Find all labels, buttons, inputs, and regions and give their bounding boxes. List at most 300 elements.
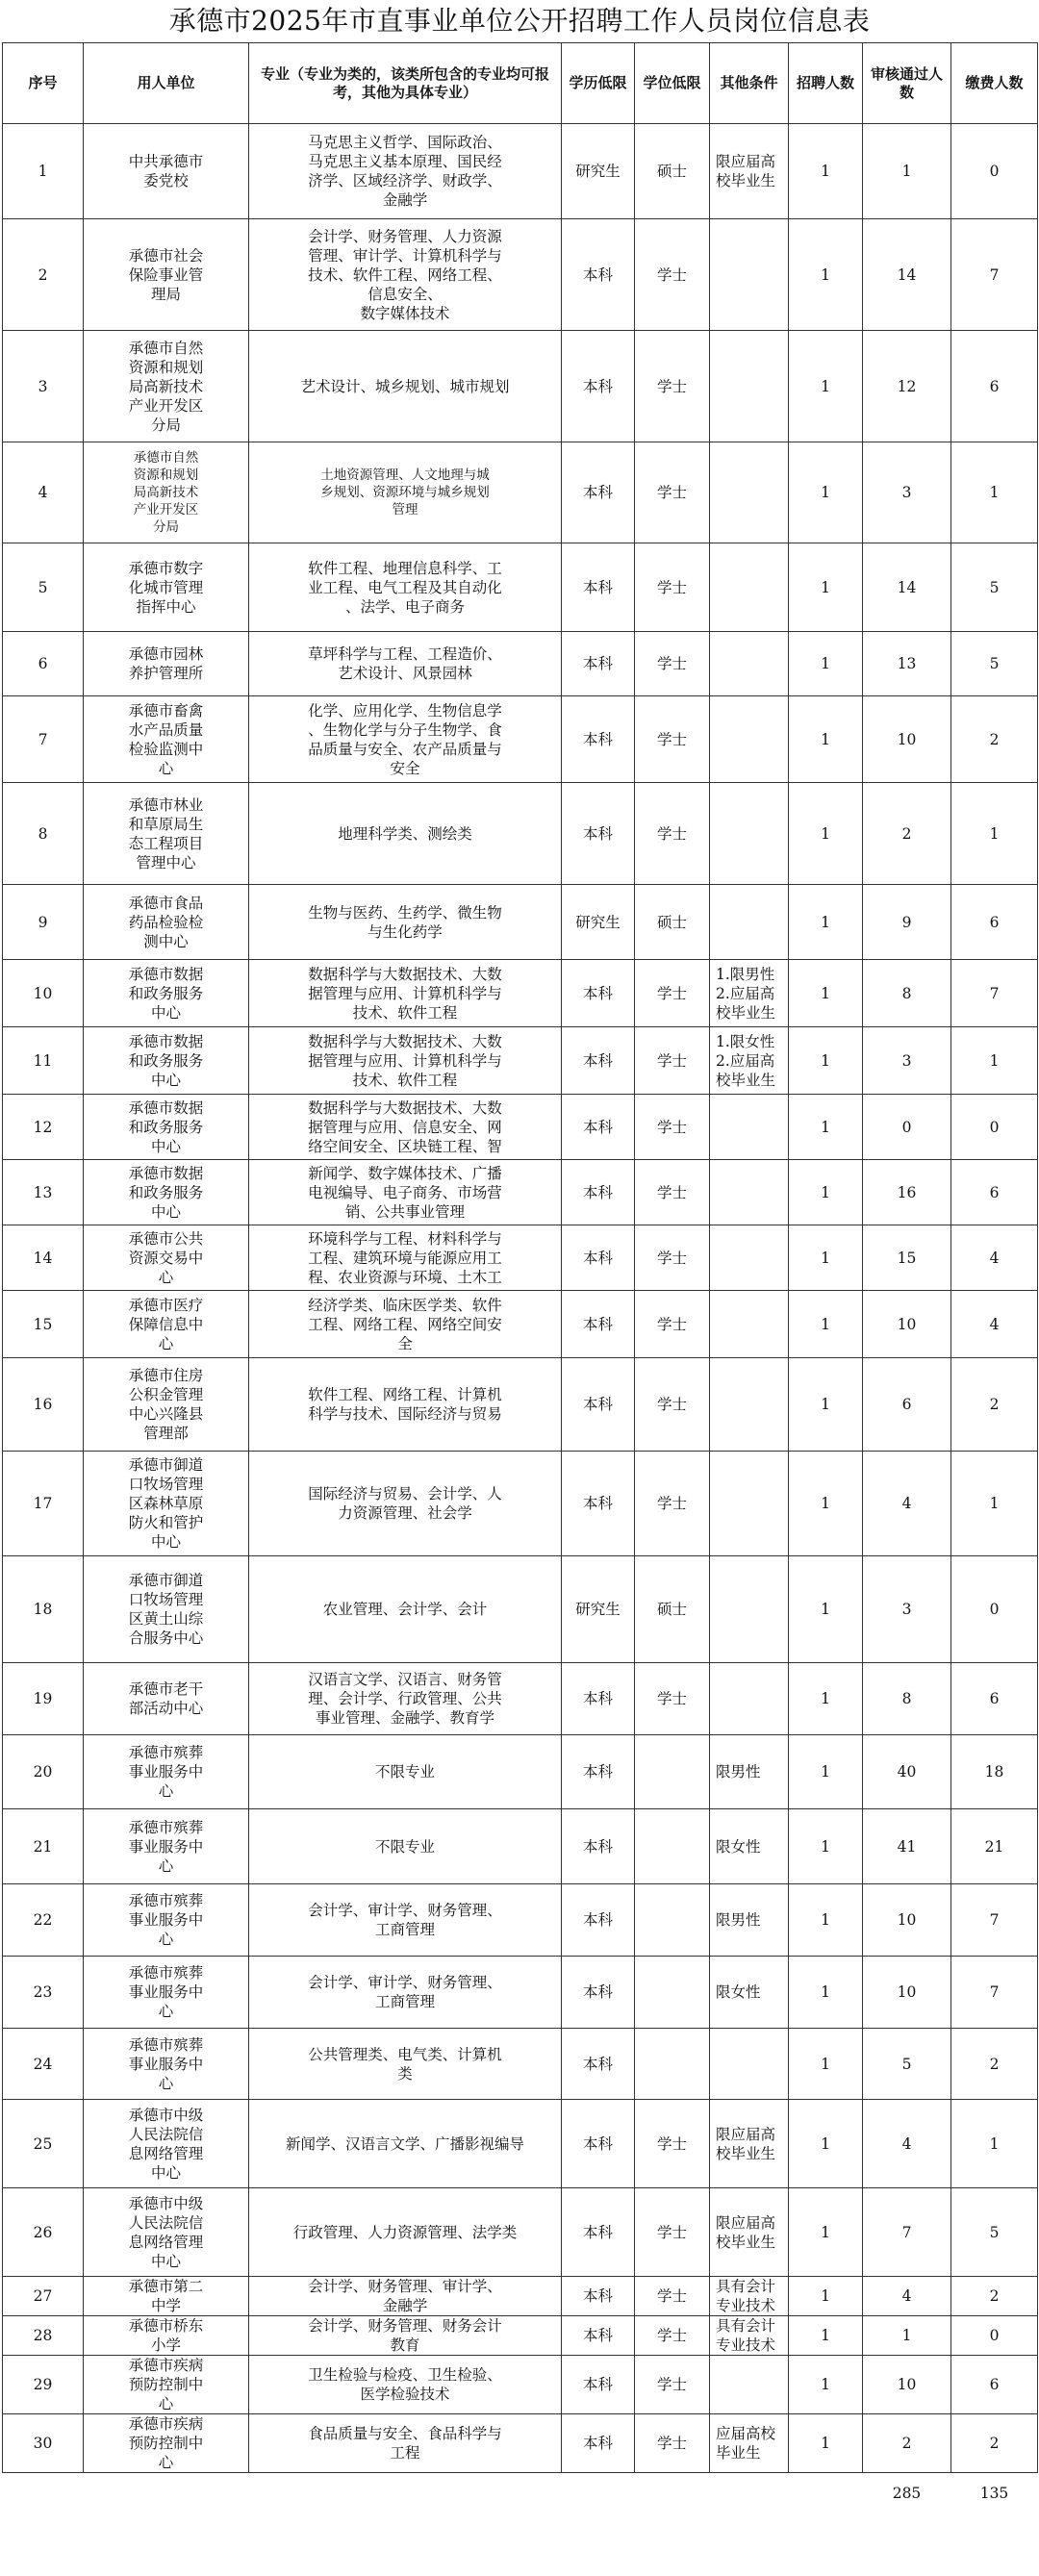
row-education: 研究生 bbox=[562, 1556, 635, 1663]
row-passed-count: 10 bbox=[863, 1957, 951, 2029]
row-conditions: 限男性 bbox=[710, 1884, 789, 1957]
row-hire-count: 1 bbox=[789, 331, 863, 442]
row-degree bbox=[635, 1957, 710, 2029]
total-empty-cell bbox=[249, 2473, 562, 2514]
row-passed-count: 2 bbox=[863, 783, 951, 885]
row-major: 会计学、财务管理、人力资源 管理、审计学、计算机科学与 技术、软件工程、网络工程、 信息安全、 数字媒体技术 bbox=[249, 219, 562, 331]
row-unit: 承德市数据 和政务服务 中心 bbox=[84, 1027, 249, 1095]
row-unit: 承德市数据 和政务服务 中心 bbox=[84, 1095, 249, 1160]
row-unit: 承德市疾病 预防控制中 心 bbox=[84, 2414, 249, 2473]
row-education: 研究生 bbox=[562, 885, 635, 960]
header-degree: 学位低限 bbox=[635, 43, 710, 124]
row-unit: 承德市老干 部活动中心 bbox=[84, 1663, 249, 1735]
row-passed-count: 10 bbox=[863, 1884, 951, 1957]
row-unit: 承德市数字 化城市管理 指挥中心 bbox=[84, 543, 249, 632]
row-conditions bbox=[710, 885, 789, 960]
row-no: 8 bbox=[3, 783, 84, 885]
row-passed-count: 3 bbox=[863, 442, 951, 543]
table-row bbox=[3, 442, 1038, 543]
row-conditions bbox=[710, 543, 789, 632]
row-unit: 承德市殡葬 事业服务中 心 bbox=[84, 1957, 249, 2029]
row-passed-count: 6 bbox=[863, 1358, 951, 1452]
row-conditions bbox=[710, 1291, 789, 1358]
row-unit: 承德市医疗 保障信息中 心 bbox=[84, 1291, 249, 1358]
row-education: 本科 bbox=[562, 2100, 635, 2188]
table-row bbox=[3, 1027, 1038, 1095]
row-unit: 承德市园林 养护管理所 bbox=[84, 632, 249, 696]
row-hire-count: 1 bbox=[789, 1358, 863, 1452]
row-education: 本科 bbox=[562, 1663, 635, 1735]
table-row bbox=[3, 1291, 1038, 1358]
total-empty-cell bbox=[3, 2473, 84, 2514]
row-hire-count: 1 bbox=[789, 885, 863, 960]
row-hire-count: 1 bbox=[789, 124, 863, 219]
row-education: 本科 bbox=[562, 2188, 635, 2277]
total-empty-cell bbox=[84, 2473, 249, 2514]
row-no: 9 bbox=[3, 885, 84, 960]
row-unit: 承德市桥东 小学 bbox=[84, 2316, 249, 2356]
row-hire-count: 1 bbox=[789, 1291, 863, 1358]
row-no: 2 bbox=[3, 219, 84, 331]
table-row bbox=[3, 783, 1038, 885]
row-education: 本科 bbox=[562, 1027, 635, 1095]
total-passed: 285 bbox=[863, 2473, 951, 2514]
row-passed-count: 8 bbox=[863, 960, 951, 1027]
header-no: 序号 bbox=[3, 43, 84, 124]
row-degree: 学士 bbox=[635, 1452, 710, 1556]
row-no: 22 bbox=[3, 1884, 84, 1957]
row-major: 环境科学与工程、材料科学与 工程、建筑环境与能源应用工 程、农业资源与环境、土木工 bbox=[249, 1225, 562, 1291]
table-row bbox=[3, 1735, 1038, 1809]
table-row bbox=[3, 331, 1038, 442]
row-degree: 学士 bbox=[635, 1027, 710, 1095]
row-passed-count: 1 bbox=[863, 124, 951, 219]
row-no: 19 bbox=[3, 1663, 84, 1735]
table-row bbox=[3, 1452, 1038, 1556]
row-no: 23 bbox=[3, 1957, 84, 2029]
row-no: 30 bbox=[3, 2414, 84, 2473]
row-paid-count: 1 bbox=[951, 442, 1038, 543]
row-paid-count: 5 bbox=[951, 543, 1038, 632]
row-major: 地理科学类、测绘类 bbox=[249, 783, 562, 885]
row-paid-count: 21 bbox=[951, 1809, 1038, 1884]
row-conditions: 限应届高 校毕业生 bbox=[710, 124, 789, 219]
row-unit: 承德市数据 和政务服务 中心 bbox=[84, 1160, 249, 1225]
row-education: 本科 bbox=[562, 2029, 635, 2100]
row-major: 公共管理类、电气类、计算机 类 bbox=[249, 2029, 562, 2100]
row-degree: 学士 bbox=[635, 2316, 710, 2356]
row-passed-count: 9 bbox=[863, 885, 951, 960]
row-major: 软件工程、网络工程、计算机 科学与技术、国际经济与贸易 bbox=[249, 1358, 562, 1452]
row-hire-count: 1 bbox=[789, 1160, 863, 1225]
table-row bbox=[3, 1556, 1038, 1663]
row-major: 会计学、财务管理、财务会计 教育 bbox=[249, 2316, 562, 2356]
row-hire-count: 1 bbox=[789, 2414, 863, 2473]
row-education: 本科 bbox=[562, 331, 635, 442]
row-major: 卫生检验与检疫、卫生检验、 医学检验技术 bbox=[249, 2356, 562, 2414]
row-conditions: 具有会计 专业技术 bbox=[710, 2277, 789, 2316]
row-major: 生物与医药、生药学、微生物 与生化药学 bbox=[249, 885, 562, 960]
row-unit: 承德市数据 和政务服务 中心 bbox=[84, 960, 249, 1027]
row-no: 6 bbox=[3, 632, 84, 696]
row-paid-count: 0 bbox=[951, 1095, 1038, 1160]
row-education: 本科 bbox=[562, 1735, 635, 1809]
row-paid-count: 2 bbox=[951, 2029, 1038, 2100]
row-conditions bbox=[710, 442, 789, 543]
row-paid-count: 1 bbox=[951, 1452, 1038, 1556]
row-no: 3 bbox=[3, 331, 84, 442]
total-empty-cell bbox=[710, 2473, 789, 2514]
row-conditions: 限女性 bbox=[710, 1957, 789, 2029]
row-hire-count: 1 bbox=[789, 2316, 863, 2356]
row-paid-count: 2 bbox=[951, 1358, 1038, 1452]
header-paid-count: 缴费人数 bbox=[951, 43, 1038, 124]
row-conditions bbox=[710, 1095, 789, 1160]
row-conditions bbox=[710, 783, 789, 885]
row-education: 本科 bbox=[562, 442, 635, 543]
row-degree: 学士 bbox=[635, 2188, 710, 2277]
row-major: 软件工程、地理信息科学、工 业工程、电气工程及其自动化 、法学、电子商务 bbox=[249, 543, 562, 632]
row-hire-count: 1 bbox=[789, 1809, 863, 1884]
row-education: 本科 bbox=[562, 543, 635, 632]
row-passed-count: 4 bbox=[863, 2277, 951, 2316]
table-row bbox=[3, 885, 1038, 960]
row-conditions: 具有会计 专业技术 bbox=[710, 2316, 789, 2356]
row-unit: 承德市第二 中学 bbox=[84, 2277, 249, 2316]
row-hire-count: 1 bbox=[789, 1735, 863, 1809]
row-conditions: 1.限女性 2.应届高 校毕业生 bbox=[710, 1027, 789, 1095]
row-unit: 承德市自然 资源和规划 局高新技术 产业开发区 分局 bbox=[84, 331, 249, 442]
row-paid-count: 6 bbox=[951, 885, 1038, 960]
row-passed-count: 3 bbox=[863, 1556, 951, 1663]
table-row bbox=[3, 1884, 1038, 1957]
row-paid-count: 4 bbox=[951, 1291, 1038, 1358]
row-conditions bbox=[710, 1358, 789, 1452]
row-conditions: 限男性 bbox=[710, 1735, 789, 1809]
row-education: 本科 bbox=[562, 2356, 635, 2414]
row-no: 27 bbox=[3, 2277, 84, 2316]
row-passed-count: 10 bbox=[863, 696, 951, 783]
row-unit: 承德市住房 公积金管理 中心兴隆县 管理部 bbox=[84, 1358, 249, 1452]
row-unit: 承德市殡葬 事业服务中 心 bbox=[84, 2029, 249, 2100]
row-passed-count: 8 bbox=[863, 1663, 951, 1735]
row-degree: 学士 bbox=[635, 783, 710, 885]
table-row bbox=[3, 2316, 1038, 2356]
total-empty-cell bbox=[562, 2473, 635, 2514]
row-degree: 学士 bbox=[635, 1160, 710, 1225]
row-no: 25 bbox=[3, 2100, 84, 2188]
row-education: 本科 bbox=[562, 1358, 635, 1452]
row-passed-count: 40 bbox=[863, 1735, 951, 1809]
header-passed-count: 审核通过人数 bbox=[863, 43, 951, 124]
row-conditions: 应届高校 毕业生 bbox=[710, 2414, 789, 2473]
row-no: 21 bbox=[3, 1809, 84, 1884]
row-hire-count: 1 bbox=[789, 1884, 863, 1957]
table-row bbox=[3, 2277, 1038, 2316]
row-degree: 学士 bbox=[635, 1225, 710, 1291]
row-major: 土地资源管理、人文地理与城 乡规划、资源环境与城乡规划 管理 bbox=[249, 442, 562, 543]
row-hire-count: 1 bbox=[789, 1957, 863, 2029]
row-hire-count: 1 bbox=[789, 632, 863, 696]
row-paid-count: 7 bbox=[951, 1957, 1038, 2029]
row-major: 数据科学与大数据技术、大数 据管理与应用、计算机科学与 技术、软件工程 bbox=[249, 960, 562, 1027]
row-hire-count: 1 bbox=[789, 442, 863, 543]
row-major: 数据科学与大数据技术、大数 据管理与应用、计算机科学与 技术、软件工程 bbox=[249, 1027, 562, 1095]
row-hire-count: 1 bbox=[789, 960, 863, 1027]
row-unit: 承德市畜禽 水产品质量 检验监测中 心 bbox=[84, 696, 249, 783]
row-paid-count: 2 bbox=[951, 2277, 1038, 2316]
row-unit: 承德市御道 口牧场管理 区森林草原 防火和管护 中心 bbox=[84, 1452, 249, 1556]
row-major: 食品质量与安全、食品科学与 工程 bbox=[249, 2414, 562, 2473]
table-row bbox=[3, 1809, 1038, 1884]
row-no: 10 bbox=[3, 960, 84, 1027]
row-major: 数据科学与大数据技术、大数 据管理与应用、信息安全、网 络空间安全、区块链工程、智 bbox=[249, 1095, 562, 1160]
row-passed-count: 13 bbox=[863, 632, 951, 696]
row-no: 7 bbox=[3, 696, 84, 783]
header-hire-count: 招聘人数 bbox=[789, 43, 863, 124]
row-education: 本科 bbox=[562, 219, 635, 331]
row-degree: 学士 bbox=[635, 543, 710, 632]
row-conditions: 限女性 bbox=[710, 1809, 789, 1884]
row-no: 17 bbox=[3, 1452, 84, 1556]
table-row bbox=[3, 124, 1038, 219]
row-unit: 承德市殡葬 事业服务中 心 bbox=[84, 1809, 249, 1884]
row-conditions bbox=[710, 2029, 789, 2100]
row-degree: 学士 bbox=[635, 442, 710, 543]
row-no: 15 bbox=[3, 1291, 84, 1358]
table-row bbox=[3, 2414, 1038, 2473]
row-conditions bbox=[710, 696, 789, 783]
row-major: 草坪科学与工程、工程造价、 艺术设计、风景园林 bbox=[249, 632, 562, 696]
row-paid-count: 5 bbox=[951, 632, 1038, 696]
row-degree: 硕士 bbox=[635, 124, 710, 219]
row-major: 不限专业 bbox=[249, 1735, 562, 1809]
row-major: 经济学类、临床医学类、软件 工程、网络工程、网络空间安 全 bbox=[249, 1291, 562, 1358]
row-passed-count: 4 bbox=[863, 2100, 951, 2188]
row-paid-count: 4 bbox=[951, 1225, 1038, 1291]
position-table bbox=[2, 42, 1038, 2514]
row-paid-count: 7 bbox=[951, 1884, 1038, 1957]
row-hire-count: 1 bbox=[789, 1452, 863, 1556]
row-education: 本科 bbox=[562, 632, 635, 696]
row-passed-count: 7 bbox=[863, 2188, 951, 2277]
row-hire-count: 1 bbox=[789, 2188, 863, 2277]
row-no: 4 bbox=[3, 442, 84, 543]
row-no: 5 bbox=[3, 543, 84, 632]
row-conditions bbox=[710, 2356, 789, 2414]
row-hire-count: 1 bbox=[789, 783, 863, 885]
row-degree: 硕士 bbox=[635, 1556, 710, 1663]
row-conditions bbox=[710, 1556, 789, 1663]
row-degree: 学士 bbox=[635, 2277, 710, 2316]
row-paid-count: 7 bbox=[951, 219, 1038, 331]
row-passed-count: 41 bbox=[863, 1809, 951, 1884]
row-hire-count: 1 bbox=[789, 1663, 863, 1735]
row-conditions bbox=[710, 1663, 789, 1735]
row-education: 本科 bbox=[562, 2414, 635, 2473]
row-no: 29 bbox=[3, 2356, 84, 2414]
row-degree: 学士 bbox=[635, 2356, 710, 2414]
row-passed-count: 10 bbox=[863, 1291, 951, 1358]
row-degree: 学士 bbox=[635, 696, 710, 783]
row-hire-count: 1 bbox=[789, 219, 863, 331]
row-paid-count: 6 bbox=[951, 1160, 1038, 1225]
total-empty-cell bbox=[789, 2473, 863, 2514]
table-row bbox=[3, 1160, 1038, 1225]
row-passed-count: 16 bbox=[863, 1160, 951, 1225]
row-degree: 学士 bbox=[635, 219, 710, 331]
table-row bbox=[3, 1663, 1038, 1735]
row-education: 本科 bbox=[562, 1452, 635, 1556]
row-degree: 学士 bbox=[635, 1291, 710, 1358]
row-no: 26 bbox=[3, 2188, 84, 2277]
row-passed-count: 14 bbox=[863, 543, 951, 632]
row-hire-count: 1 bbox=[789, 2356, 863, 2414]
table-row bbox=[3, 1358, 1038, 1452]
row-paid-count: 6 bbox=[951, 2356, 1038, 2414]
row-hire-count: 1 bbox=[789, 543, 863, 632]
row-unit: 承德市疾病 预防控制中 心 bbox=[84, 2356, 249, 2414]
row-degree: 学士 bbox=[635, 960, 710, 1027]
row-unit: 承德市殡葬 事业服务中 心 bbox=[84, 1735, 249, 1809]
table-row bbox=[3, 1095, 1038, 1160]
row-hire-count: 1 bbox=[789, 1027, 863, 1095]
row-major: 不限专业 bbox=[249, 1809, 562, 1884]
row-passed-count: 10 bbox=[863, 2356, 951, 2414]
table-row bbox=[3, 2029, 1038, 2100]
row-education: 本科 bbox=[562, 783, 635, 885]
row-major: 艺术设计、城乡规划、城市规划 bbox=[249, 331, 562, 442]
row-education: 本科 bbox=[562, 1160, 635, 1225]
header-unit: 用人单位 bbox=[84, 43, 249, 124]
row-paid-count: 0 bbox=[951, 2316, 1038, 2356]
row-unit: 中共承德市 委党校 bbox=[84, 124, 249, 219]
row-major: 会计学、财务管理、审计学、 金融学 bbox=[249, 2277, 562, 2316]
row-degree: 学士 bbox=[635, 1358, 710, 1452]
row-hire-count: 1 bbox=[789, 2100, 863, 2188]
row-major: 新闻学、数字媒体技术、广播 电视编导、电子商务、市场营 销、公共事业管理 bbox=[249, 1160, 562, 1225]
row-conditions bbox=[710, 632, 789, 696]
row-degree bbox=[635, 1884, 710, 1957]
row-degree: 学士 bbox=[635, 2414, 710, 2473]
row-degree: 学士 bbox=[635, 1663, 710, 1735]
row-no: 16 bbox=[3, 1358, 84, 1452]
row-no: 1 bbox=[3, 124, 84, 219]
table-row bbox=[3, 543, 1038, 632]
row-unit: 承德市食品 药品检验检 测中心 bbox=[84, 885, 249, 960]
row-paid-count: 7 bbox=[951, 960, 1038, 1027]
row-paid-count: 1 bbox=[951, 1027, 1038, 1095]
row-degree: 学士 bbox=[635, 1095, 710, 1160]
row-unit: 承德市中级 人民法院信 息网络管理 中心 bbox=[84, 2188, 249, 2277]
row-hire-count: 1 bbox=[789, 2277, 863, 2316]
page-title: 承德市2025年市直事业单位公开招聘工作人员岗位信息表 bbox=[168, 5, 871, 37]
row-education: 本科 bbox=[562, 2316, 635, 2356]
table-row bbox=[3, 2100, 1038, 2188]
row-education: 研究生 bbox=[562, 124, 635, 219]
table-row bbox=[3, 696, 1038, 783]
row-degree bbox=[635, 1809, 710, 1884]
row-paid-count: 2 bbox=[951, 2414, 1038, 2473]
row-paid-count: 0 bbox=[951, 1556, 1038, 1663]
row-passed-count: 0 bbox=[863, 1095, 951, 1160]
row-no: 20 bbox=[3, 1735, 84, 1809]
row-paid-count: 6 bbox=[951, 1663, 1038, 1735]
row-passed-count: 12 bbox=[863, 331, 951, 442]
row-paid-count: 18 bbox=[951, 1735, 1038, 1809]
row-conditions bbox=[710, 331, 789, 442]
row-paid-count: 1 bbox=[951, 783, 1038, 885]
row-major: 新闻学、汉语言文学、广播影视编导 bbox=[249, 2100, 562, 2188]
row-passed-count: 1 bbox=[863, 2316, 951, 2356]
row-major: 化学、应用化学、生物信息学 、生物化学与分子生物学、食 品质量与安全、农产品质量与 安全 bbox=[249, 696, 562, 783]
row-paid-count: 0 bbox=[951, 124, 1038, 219]
row-paid-count: 2 bbox=[951, 696, 1038, 783]
table-row bbox=[3, 1957, 1038, 2029]
row-paid-count: 1 bbox=[951, 2100, 1038, 2188]
row-passed-count: 4 bbox=[863, 1452, 951, 1556]
row-major: 行政管理、人力资源管理、法学类 bbox=[249, 2188, 562, 2277]
header-education: 学历低限 bbox=[562, 43, 635, 124]
row-no: 12 bbox=[3, 1095, 84, 1160]
table-row bbox=[3, 1225, 1038, 1291]
row-unit: 承德市殡葬 事业服务中 心 bbox=[84, 1884, 249, 1957]
row-no: 18 bbox=[3, 1556, 84, 1663]
total-empty-cell bbox=[635, 2473, 710, 2514]
header-conditions: 其他条件 bbox=[710, 43, 789, 124]
row-degree bbox=[635, 1735, 710, 1809]
row-major: 汉语言文学、汉语言、财务管 理、会计学、行政管理、公共 事业管理、金融学、教育学 bbox=[249, 1663, 562, 1735]
row-conditions bbox=[710, 1160, 789, 1225]
row-hire-count: 1 bbox=[789, 1095, 863, 1160]
row-education: 本科 bbox=[562, 1884, 635, 1957]
row-no: 11 bbox=[3, 1027, 84, 1095]
total-paid: 135 bbox=[951, 2473, 1038, 2514]
table-row bbox=[3, 219, 1038, 331]
table-row bbox=[3, 960, 1038, 1027]
row-passed-count: 14 bbox=[863, 219, 951, 331]
row-hire-count: 1 bbox=[789, 1556, 863, 1663]
row-unit: 承德市社会 保险事业管 理局 bbox=[84, 219, 249, 331]
row-conditions bbox=[710, 1225, 789, 1291]
table-row bbox=[3, 2356, 1038, 2414]
row-unit: 承德市林业 和草原局生 态工程项目 管理中心 bbox=[84, 783, 249, 885]
row-no: 13 bbox=[3, 1160, 84, 1225]
row-degree: 学士 bbox=[635, 331, 710, 442]
row-major: 农业管理、会计学、会计 bbox=[249, 1556, 562, 1663]
row-no: 14 bbox=[3, 1225, 84, 1291]
row-conditions: 限应届高 校毕业生 bbox=[710, 2188, 789, 2277]
row-education: 本科 bbox=[562, 1225, 635, 1291]
row-hire-count: 1 bbox=[789, 2029, 863, 2100]
row-unit: 承德市御道 口牧场管理 区黄土山综 合服务中心 bbox=[84, 1556, 249, 1663]
row-unit: 承德市中级 人民法院信 息网络管理 中心 bbox=[84, 2100, 249, 2188]
row-unit: 承德市公共 资源交易中 心 bbox=[84, 1225, 249, 1291]
row-paid-count: 6 bbox=[951, 331, 1038, 442]
row-education: 本科 bbox=[562, 1957, 635, 2029]
row-passed-count: 5 bbox=[863, 2029, 951, 2100]
table-row bbox=[3, 632, 1038, 696]
row-education: 本科 bbox=[562, 2277, 635, 2316]
row-education: 本科 bbox=[562, 696, 635, 783]
row-conditions bbox=[710, 219, 789, 331]
row-unit: 承德市自然 资源和规划 局高新技术 产业开发区 分局 bbox=[84, 442, 249, 543]
row-conditions: 1.限男性 2.应届高 校毕业生 bbox=[710, 960, 789, 1027]
row-no: 24 bbox=[3, 2029, 84, 2100]
totals-row bbox=[3, 2473, 1038, 2514]
row-degree: 硕士 bbox=[635, 885, 710, 960]
row-paid-count: 5 bbox=[951, 2188, 1038, 2277]
